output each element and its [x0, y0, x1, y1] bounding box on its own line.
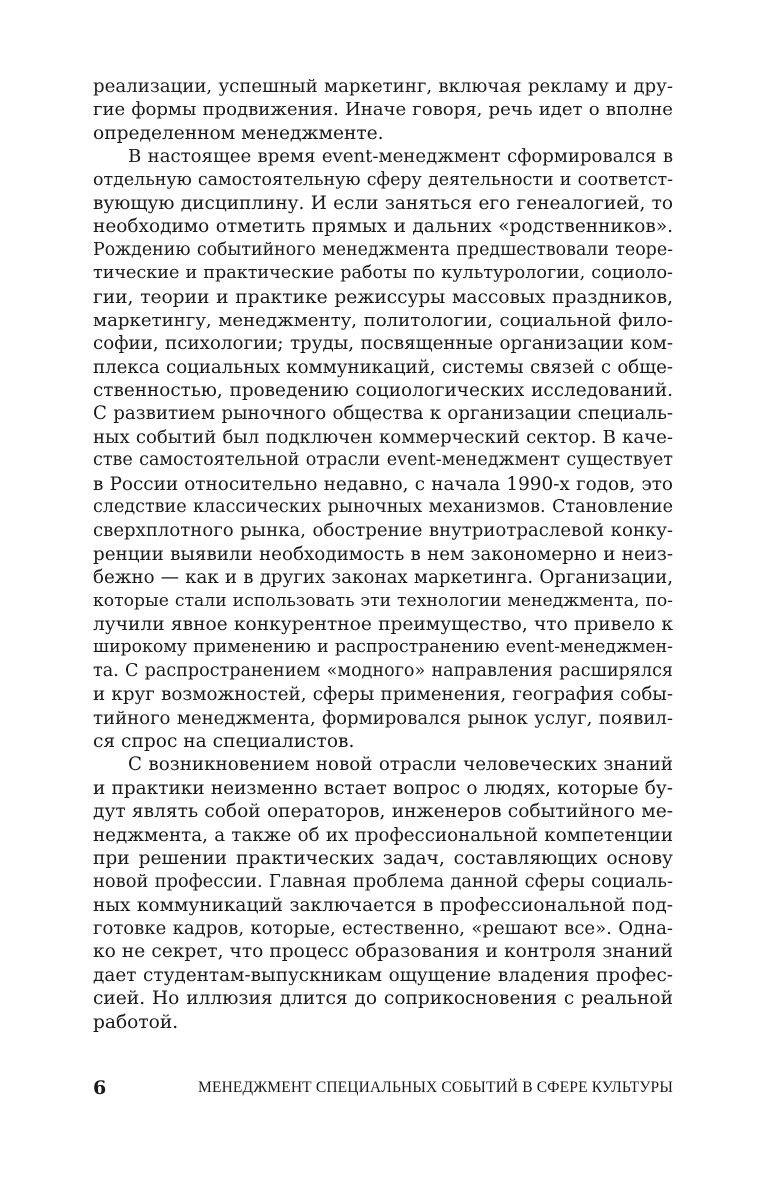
text-line: и круг возможностей, сферы применения, география собы- — [93, 684, 673, 706]
text-line: Рождению событийного менеджмента предшествовали теоре- — [93, 239, 673, 260]
text-line: та. С распространением «модного» направления расширялся — [93, 660, 673, 681]
text-line: готовке кадров, которые, естественно, «решают все». Одна- — [93, 918, 673, 940]
text-line: отдельную самостоятельную сферу деятельности и соответст- — [93, 169, 673, 190]
text-line: тийного менеджмента, формировался рынок услуг, появил- — [93, 707, 673, 729]
text-line: дает студентам-выпускникам ощущение владения профес- — [93, 964, 673, 986]
page-number: 6 — [93, 1077, 107, 1099]
text-line: которые стали использовать эти технологии менеджмента, по- — [93, 590, 673, 611]
text-line: следствие классических рыночных механизмов. Становление — [93, 497, 673, 518]
text-line: С развитием рыночного общества к организации специаль- — [93, 403, 673, 425]
text-line: софии, психологии; труды, посвященные организации ком- — [93, 333, 673, 355]
text-line: плекса социальных коммуникаций, системы связей с обще- — [93, 356, 673, 378]
text-line: необходимо отметить прямых и дальних «родственников». — [93, 216, 673, 238]
page-footer — [93, 1075, 673, 1101]
text-line: ся спрос на специалистов. — [93, 730, 355, 752]
text-line: гии, теории и практике режиссуры массовых праздников, — [93, 286, 673, 308]
text-line: маркетингу, менеджменту, политологии, социальной фило- — [93, 309, 673, 331]
text-line: ренции выявили необходимость в нем закономерно и неиз- — [93, 543, 673, 565]
running-head: МЕНЕДЖМЕНТ СПЕЦИАЛЬНЫХ СОБЫТИЙ В СФЕРЕ КУЛЬТУРЫ — [198, 1079, 673, 1096]
text-line: широкому применению и распространению event-менеджмен- — [93, 637, 673, 658]
text-line: гие формы продвижения. Иначе говоря, речь идет о вполне — [93, 99, 673, 121]
text-line: ных коммуникаций заключается в профессиональной под- — [93, 894, 673, 916]
text-line: реализации, успешный маркетинг, включая рекламу и дру- — [93, 76, 673, 97]
text-line: вующую дисциплину. И если заняться его генеалогией, то — [93, 192, 673, 214]
text-line: в России относительно недавно, с начала 1990-х годов, это — [93, 473, 673, 495]
text-line: лучили явное конкурентное преимущество, что привело к — [93, 613, 673, 635]
text-line: и практики неизменно встает вопрос о людях, которые бу- — [93, 777, 673, 799]
text-line: стве самостоятельной отрасли event-менеджмент существует — [93, 450, 673, 471]
text-line: ственностью, проведению социологических исследований. — [93, 380, 673, 402]
text-line: определенном менеджменте. — [93, 122, 384, 144]
text-line: дут являть собой операторов, инженеров событийного ме- — [93, 801, 673, 823]
text-line: ных событий был подключен коммерческий сектор. В каче- — [93, 426, 673, 448]
paragraph-first-line: С возникновением новой отрасли человеческих знаний — [128, 754, 673, 776]
text-line: тические и практические работы по культурологии, социоло- — [93, 263, 673, 284]
body-text — [93, 75, 673, 1034]
text-line: новой профессии. Главная проблема данной сферы социаль- — [93, 871, 673, 893]
text-line: ко не секрет, что процесс образования и контроля знаний — [93, 941, 673, 963]
text-line: неджмента, а также об их профессиональной компетенции — [93, 824, 673, 846]
text-line: при решении практических задач, составляющих основу — [93, 847, 673, 869]
text-line: сией. Но иллюзия длится до соприкосновения с реальной — [93, 988, 673, 1010]
text-line: сверхплотного рынка, обострение внутриотраслевой конку- — [93, 520, 673, 542]
paragraph-first-line: В настоящее время event-менеджмент сформировался в — [128, 146, 673, 168]
text-line: бежно — как и в других законах маркетинга. Организации, — [93, 567, 673, 589]
text-line: работой. — [93, 1011, 179, 1033]
